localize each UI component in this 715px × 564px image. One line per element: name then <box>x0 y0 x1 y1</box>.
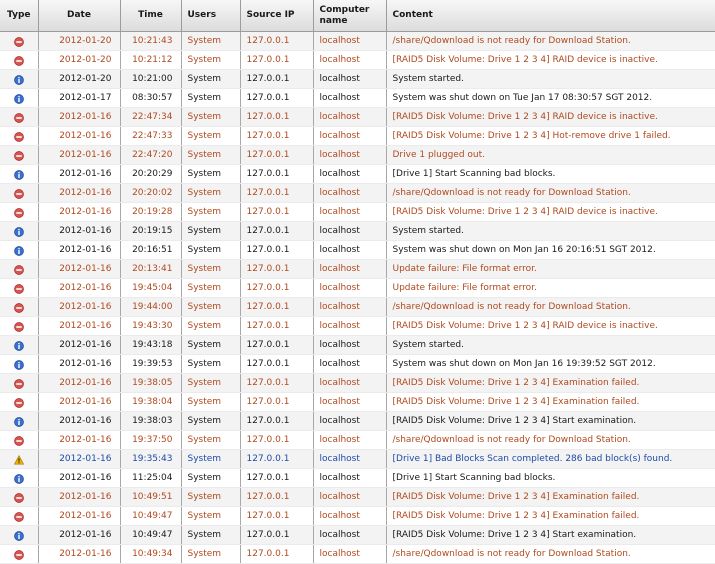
cell-source-ip: 127.0.0.1 <box>240 146 313 165</box>
cell-type <box>0 70 38 89</box>
cell-content: Drive 1 plugged out. <box>386 146 715 165</box>
cell-content: [RAID5 Disk Volume: Drive 1 2 3 4] Examination failed. <box>386 507 715 526</box>
cell-time: 19:38:03 <box>120 412 181 431</box>
cell-type <box>0 127 38 146</box>
cell-type <box>0 450 38 469</box>
error-icon <box>14 112 24 122</box>
cell-type <box>0 89 38 108</box>
error-icon <box>14 188 24 198</box>
cell-source-ip: 127.0.0.1 <box>240 165 313 184</box>
cell-computer-name: localhost <box>313 70 386 89</box>
table-row[interactable] <box>0 507 715 526</box>
table-row[interactable] <box>0 51 715 70</box>
cell-content: /share/Qdownload is not ready for Download Station. <box>386 298 715 317</box>
cell-time: 20:13:41 <box>120 260 181 279</box>
cell-computer-name: localhost <box>313 165 386 184</box>
column-header-source-ip[interactable]: Source IP <box>240 0 313 32</box>
cell-computer-name: localhost <box>313 108 386 127</box>
cell-time: 10:21:12 <box>120 51 181 70</box>
cell-content: System started. <box>386 222 715 241</box>
table-row[interactable] <box>0 32 715 51</box>
table-row[interactable] <box>0 488 715 507</box>
info-icon <box>14 340 24 350</box>
cell-type <box>0 469 38 488</box>
cell-time: 19:38:05 <box>120 374 181 393</box>
cell-date: 2012-01-16 <box>38 203 120 222</box>
error-icon <box>14 435 24 445</box>
cell-type <box>0 279 38 298</box>
column-header-computer-name[interactable]: Computer name <box>313 0 386 32</box>
table-row[interactable] <box>0 279 715 298</box>
info-icon <box>14 93 24 103</box>
cell-user: System <box>181 89 240 108</box>
cell-type <box>0 184 38 203</box>
cell-user: System <box>181 241 240 260</box>
cell-type <box>0 431 38 450</box>
cell-content: /share/Qdownload is not ready for Download Station. <box>386 32 715 51</box>
cell-date: 2012-01-16 <box>38 298 120 317</box>
cell-user: System <box>181 32 240 51</box>
cell-content: [RAID5 Disk Volume: Drive 1 2 3 4] RAID device is inactive. <box>386 51 715 70</box>
table-row[interactable] <box>0 108 715 127</box>
cell-user: System <box>181 450 240 469</box>
cell-content: [Drive 1] Start Scanning bad blocks. <box>386 469 715 488</box>
cell-computer-name: localhost <box>313 507 386 526</box>
cell-date: 2012-01-16 <box>38 488 120 507</box>
cell-date: 2012-01-16 <box>38 146 120 165</box>
cell-user: System <box>181 127 240 146</box>
cell-date: 2012-01-16 <box>38 279 120 298</box>
table-row[interactable] <box>0 393 715 412</box>
cell-user: System <box>181 355 240 374</box>
cell-date: 2012-01-16 <box>38 469 120 488</box>
cell-date: 2012-01-16 <box>38 222 120 241</box>
cell-content: [Drive 1] Bad Blocks Scan completed. 286 bad block(s) found. <box>386 450 715 469</box>
cell-time: 10:49:51 <box>120 488 181 507</box>
cell-source-ip: 127.0.0.1 <box>240 412 313 431</box>
cell-source-ip: 127.0.0.1 <box>240 260 313 279</box>
cell-source-ip: 127.0.0.1 <box>240 108 313 127</box>
error-icon <box>14 511 24 521</box>
cell-time: 20:19:28 <box>120 203 181 222</box>
cell-type <box>0 298 38 317</box>
cell-computer-name: localhost <box>313 89 386 108</box>
cell-content: [Drive 1] Start Scanning bad blocks. <box>386 165 715 184</box>
info-icon <box>14 359 24 369</box>
cell-time: 10:49:47 <box>120 526 181 545</box>
cell-type <box>0 488 38 507</box>
cell-type <box>0 241 38 260</box>
cell-computer-name: localhost <box>313 355 386 374</box>
cell-computer-name: localhost <box>313 393 386 412</box>
cell-computer-name: localhost <box>313 127 386 146</box>
table-row[interactable] <box>0 336 715 355</box>
cell-date: 2012-01-16 <box>38 393 120 412</box>
table-row[interactable] <box>0 298 715 317</box>
cell-date: 2012-01-16 <box>38 336 120 355</box>
table-row[interactable] <box>0 412 715 431</box>
cell-computer-name: localhost <box>313 526 386 545</box>
table-header-row <box>0 0 715 32</box>
cell-user: System <box>181 184 240 203</box>
error-icon <box>14 549 24 559</box>
cell-source-ip: 127.0.0.1 <box>240 545 313 564</box>
cell-type <box>0 32 38 51</box>
cell-user: System <box>181 526 240 545</box>
cell-user: System <box>181 222 240 241</box>
table-row[interactable] <box>0 526 715 545</box>
cell-computer-name: localhost <box>313 279 386 298</box>
table-row[interactable] <box>0 374 715 393</box>
cell-source-ip: 127.0.0.1 <box>240 203 313 222</box>
cell-time: 11:25:04 <box>120 469 181 488</box>
cell-user: System <box>181 431 240 450</box>
cell-content: [RAID5 Disk Volume: Drive 1 2 3 4] Examination failed. <box>386 393 715 412</box>
table-row[interactable] <box>0 431 715 450</box>
cell-computer-name: localhost <box>313 146 386 165</box>
column-header-time[interactable]: Time <box>120 0 181 32</box>
cell-computer-name: localhost <box>313 298 386 317</box>
table-row[interactable] <box>0 469 715 488</box>
cell-type <box>0 545 38 564</box>
table-row[interactable] <box>0 70 715 89</box>
table-row[interactable] <box>0 317 715 336</box>
table-row[interactable] <box>0 203 715 222</box>
cell-source-ip: 127.0.0.1 <box>240 355 313 374</box>
cell-time: 10:21:43 <box>120 32 181 51</box>
cell-content: [RAID5 Disk Volume: Drive 1 2 3 4] Hot-remove drive 1 failed. <box>386 127 715 146</box>
cell-time: 19:37:50 <box>120 431 181 450</box>
cell-date: 2012-01-16 <box>38 431 120 450</box>
cell-time: 10:49:34 <box>120 545 181 564</box>
cell-computer-name: localhost <box>313 488 386 507</box>
cell-source-ip: 127.0.0.1 <box>240 374 313 393</box>
cell-computer-name: localhost <box>313 317 386 336</box>
cell-date: 2012-01-20 <box>38 70 120 89</box>
cell-user: System <box>181 336 240 355</box>
table-row[interactable] <box>0 184 715 203</box>
cell-time: 20:20:29 <box>120 165 181 184</box>
cell-user: System <box>181 393 240 412</box>
error-icon <box>14 378 24 388</box>
cell-time: 10:49:47 <box>120 507 181 526</box>
cell-content: System started. <box>386 336 715 355</box>
table-row[interactable] <box>0 260 715 279</box>
cell-source-ip: 127.0.0.1 <box>240 127 313 146</box>
cell-computer-name: localhost <box>313 184 386 203</box>
error-icon <box>14 302 24 312</box>
table-row[interactable] <box>0 355 715 374</box>
cell-content: System was shut down on Tue Jan 17 08:30:57 SGT 2012. <box>386 89 715 108</box>
cell-type <box>0 374 38 393</box>
cell-content: System was shut down on Mon Jan 16 20:16:51 SGT 2012. <box>386 241 715 260</box>
cell-type <box>0 260 38 279</box>
cell-type <box>0 526 38 545</box>
info-icon <box>14 416 24 426</box>
cell-type <box>0 317 38 336</box>
cell-user: System <box>181 165 240 184</box>
cell-date: 2012-01-16 <box>38 260 120 279</box>
error-icon <box>14 150 24 160</box>
cell-time: 22:47:33 <box>120 127 181 146</box>
cell-type <box>0 412 38 431</box>
cell-user: System <box>181 374 240 393</box>
cell-source-ip: 127.0.0.1 <box>240 336 313 355</box>
cell-type <box>0 507 38 526</box>
cell-computer-name: localhost <box>313 260 386 279</box>
cell-content: Update failure: File format error. <box>386 260 715 279</box>
info-icon <box>14 74 24 84</box>
cell-content: [RAID5 Disk Volume: Drive 1 2 3 4] RAID device is inactive. <box>386 108 715 127</box>
table-row[interactable] <box>0 127 715 146</box>
cell-source-ip: 127.0.0.1 <box>240 70 313 89</box>
cell-time: 19:38:04 <box>120 393 181 412</box>
cell-content: /share/Qdownload is not ready for Download Station. <box>386 184 715 203</box>
error-icon <box>14 283 24 293</box>
cell-time: 20:16:51 <box>120 241 181 260</box>
error-icon <box>14 55 24 65</box>
cell-computer-name: localhost <box>313 431 386 450</box>
cell-source-ip: 127.0.0.1 <box>240 469 313 488</box>
cell-source-ip: 127.0.0.1 <box>240 241 313 260</box>
cell-user: System <box>181 108 240 127</box>
cell-time: 19:43:18 <box>120 336 181 355</box>
cell-computer-name: localhost <box>313 241 386 260</box>
cell-content: [RAID5 Disk Volume: Drive 1 2 3 4] Examination failed. <box>386 488 715 507</box>
cell-computer-name: localhost <box>313 469 386 488</box>
table-row[interactable] <box>0 89 715 108</box>
cell-content: Update failure: File format error. <box>386 279 715 298</box>
error-icon <box>14 36 24 46</box>
cell-computer-name: localhost <box>313 222 386 241</box>
column-header-content[interactable]: Content <box>386 0 715 32</box>
cell-computer-name: localhost <box>313 203 386 222</box>
column-header-users[interactable]: Users <box>181 0 240 32</box>
error-icon <box>14 321 24 331</box>
info-icon <box>14 530 24 540</box>
cell-date: 2012-01-16 <box>38 355 120 374</box>
column-header-date[interactable]: Date <box>38 0 120 32</box>
cell-user: System <box>181 51 240 70</box>
error-icon <box>14 397 24 407</box>
cell-type <box>0 165 38 184</box>
cell-content: /share/Qdownload is not ready for Download Station. <box>386 431 715 450</box>
cell-type <box>0 203 38 222</box>
cell-computer-name: localhost <box>313 374 386 393</box>
cell-computer-name: localhost <box>313 51 386 70</box>
cell-source-ip: 127.0.0.1 <box>240 298 313 317</box>
cell-content: [RAID5 Disk Volume: Drive 1 2 3 4] Examination failed. <box>386 374 715 393</box>
info-icon <box>14 226 24 236</box>
cell-computer-name: localhost <box>313 32 386 51</box>
table-row[interactable] <box>0 241 715 260</box>
cell-date: 2012-01-20 <box>38 32 120 51</box>
cell-content: [RAID5 Disk Volume: Drive 1 2 3 4] Start examination. <box>386 526 715 545</box>
cell-time: 19:43:30 <box>120 317 181 336</box>
cell-time: 22:47:20 <box>120 146 181 165</box>
cell-time: 20:19:15 <box>120 222 181 241</box>
cell-user: System <box>181 317 240 336</box>
error-icon <box>14 492 24 502</box>
info-icon <box>14 245 24 255</box>
info-icon <box>14 473 24 483</box>
cell-source-ip: 127.0.0.1 <box>240 222 313 241</box>
cell-computer-name: localhost <box>313 545 386 564</box>
cell-user: System <box>181 412 240 431</box>
table-row[interactable] <box>0 222 715 241</box>
cell-content: [RAID5 Disk Volume: Drive 1 2 3 4] Start examination. <box>386 412 715 431</box>
cell-date: 2012-01-16 <box>38 450 120 469</box>
cell-date: 2012-01-16 <box>38 165 120 184</box>
error-icon <box>14 264 24 274</box>
cell-content: [RAID5 Disk Volume: Drive 1 2 3 4] RAID device is inactive. <box>386 317 715 336</box>
column-header-type[interactable]: Type <box>0 0 38 32</box>
cell-time: 08:30:57 <box>120 89 181 108</box>
table-row[interactable] <box>0 146 715 165</box>
cell-source-ip: 127.0.0.1 <box>240 431 313 450</box>
cell-type <box>0 108 38 127</box>
warning-icon <box>14 454 24 464</box>
cell-user: System <box>181 203 240 222</box>
cell-user: System <box>181 507 240 526</box>
cell-content: System was shut down on Mon Jan 16 19:39:52 SGT 2012. <box>386 355 715 374</box>
cell-source-ip: 127.0.0.1 <box>240 89 313 108</box>
cell-content: [RAID5 Disk Volume: Drive 1 2 3 4] RAID device is inactive. <box>386 203 715 222</box>
error-icon <box>14 207 24 217</box>
cell-user: System <box>181 545 240 564</box>
cell-source-ip: 127.0.0.1 <box>240 450 313 469</box>
cell-source-ip: 127.0.0.1 <box>240 184 313 203</box>
table-row[interactable] <box>0 165 715 184</box>
cell-user: System <box>181 469 240 488</box>
cell-type <box>0 146 38 165</box>
cell-date: 2012-01-16 <box>38 127 120 146</box>
cell-user: System <box>181 146 240 165</box>
cell-date: 2012-01-16 <box>38 526 120 545</box>
cell-user: System <box>181 488 240 507</box>
cell-date: 2012-01-16 <box>38 374 120 393</box>
error-icon <box>14 131 24 141</box>
info-icon <box>14 169 24 179</box>
cell-date: 2012-01-17 <box>38 89 120 108</box>
cell-time: 10:21:00 <box>120 70 181 89</box>
cell-user: System <box>181 298 240 317</box>
cell-content: System started. <box>386 70 715 89</box>
cell-time: 19:45:04 <box>120 279 181 298</box>
cell-source-ip: 127.0.0.1 <box>240 32 313 51</box>
cell-content: /share/Qdownload is not ready for Download Station. <box>386 545 715 564</box>
cell-source-ip: 127.0.0.1 <box>240 526 313 545</box>
cell-date: 2012-01-16 <box>38 412 120 431</box>
cell-date: 2012-01-16 <box>38 317 120 336</box>
cell-type <box>0 51 38 70</box>
cell-computer-name: localhost <box>313 336 386 355</box>
cell-date: 2012-01-16 <box>38 184 120 203</box>
table-row[interactable] <box>0 450 715 469</box>
cell-type <box>0 355 38 374</box>
table-row[interactable] <box>0 545 715 564</box>
cell-time: 19:35:43 <box>120 450 181 469</box>
table-body <box>0 32 715 564</box>
cell-user: System <box>181 70 240 89</box>
cell-source-ip: 127.0.0.1 <box>240 279 313 298</box>
cell-source-ip: 127.0.0.1 <box>240 507 313 526</box>
cell-computer-name: localhost <box>313 450 386 469</box>
cell-date: 2012-01-16 <box>38 545 120 564</box>
cell-source-ip: 127.0.0.1 <box>240 393 313 412</box>
cell-source-ip: 127.0.0.1 <box>240 317 313 336</box>
cell-date: 2012-01-16 <box>38 241 120 260</box>
cell-time: 20:20:02 <box>120 184 181 203</box>
cell-source-ip: 127.0.0.1 <box>240 51 313 70</box>
cell-type <box>0 222 38 241</box>
cell-date: 2012-01-20 <box>38 51 120 70</box>
cell-time: 19:44:00 <box>120 298 181 317</box>
cell-type <box>0 336 38 355</box>
cell-date: 2012-01-16 <box>38 108 120 127</box>
cell-computer-name: localhost <box>313 412 386 431</box>
cell-time: 19:39:53 <box>120 355 181 374</box>
cell-date: 2012-01-16 <box>38 507 120 526</box>
cell-source-ip: 127.0.0.1 <box>240 488 313 507</box>
cell-type <box>0 393 38 412</box>
cell-time: 22:47:34 <box>120 108 181 127</box>
cell-user: System <box>181 260 240 279</box>
cell-user: System <box>181 279 240 298</box>
